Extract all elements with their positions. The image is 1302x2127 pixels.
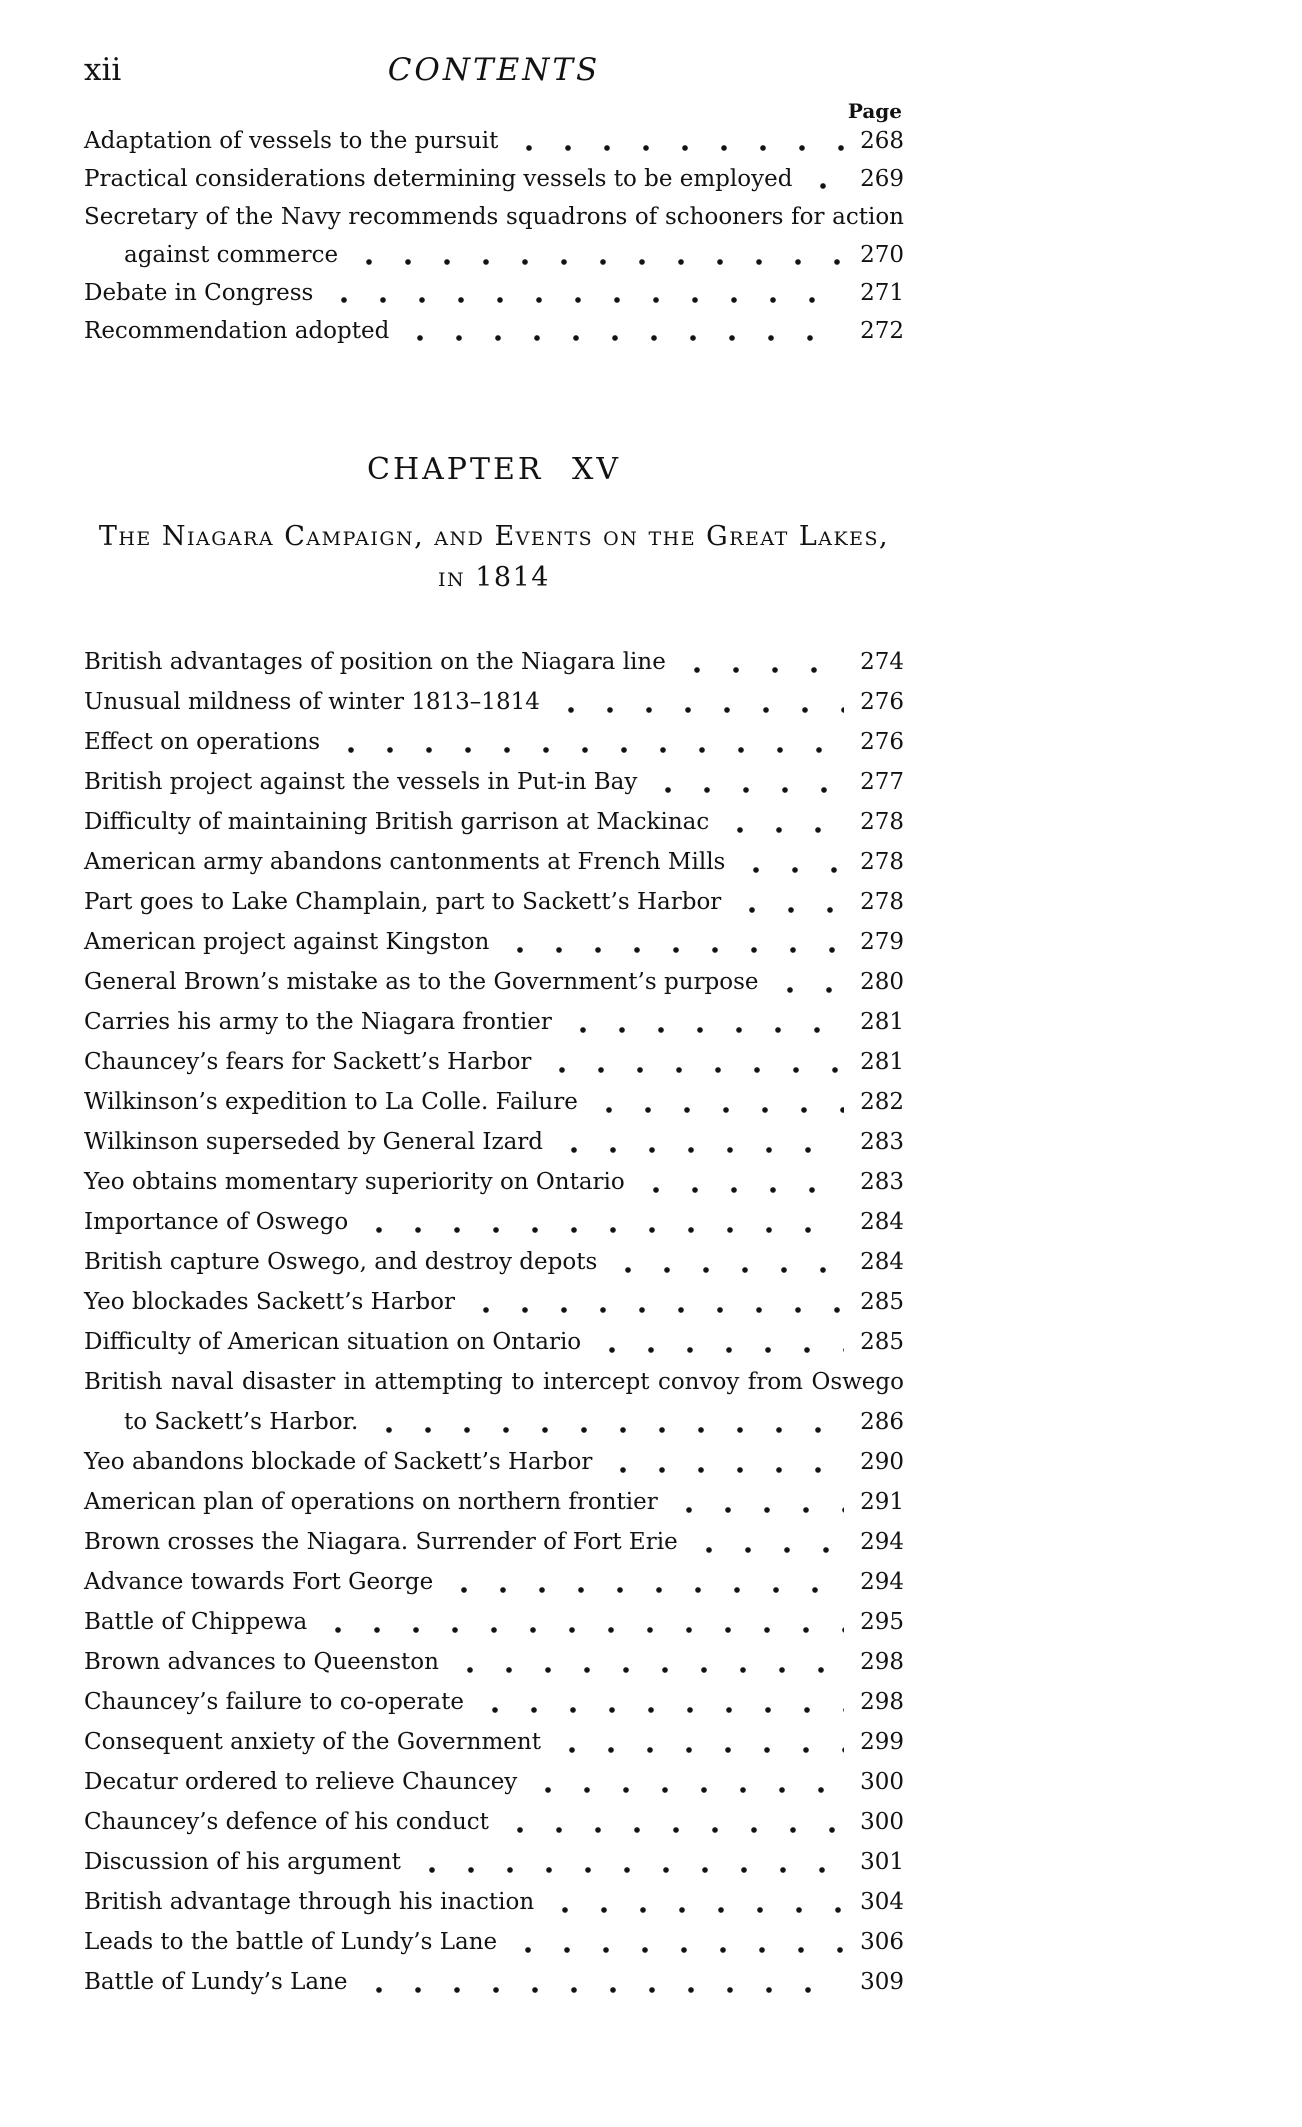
toc-entry-page: 298	[860, 1689, 904, 1715]
dot-leader	[501, 1802, 844, 1842]
dot-leader	[737, 842, 844, 882]
toc-entry-text: Leads to the battle of Lundy’s Lane	[84, 1929, 498, 1955]
toc-entry-text: Yeo abandons blockade of Sackett’s Harbor	[84, 1449, 593, 1475]
toc-entry-text: Consequent anxiety of the Government	[84, 1729, 541, 1755]
toc-entry-text: British capture Oswego, and destroy depots	[84, 1249, 598, 1275]
toc-entry-page: 300	[860, 1809, 904, 1835]
chapter-subtitle	[84, 516, 904, 598]
toc-entry	[84, 1922, 904, 1962]
toc-entry	[84, 1642, 904, 1682]
toc-entry-text: American project against Kingston	[84, 929, 490, 955]
toc-entry	[84, 1002, 904, 1042]
page-column-label: Page	[847, 99, 902, 123]
toc-entry-page: 299	[860, 1729, 904, 1755]
toc-entry-text: General Brown’s mistake as to the Government’s purpose	[84, 969, 759, 995]
dot-leader	[637, 1162, 844, 1202]
toc-entry-text: British project against the vessels in Put-in Bay	[84, 769, 638, 795]
toc-entry-page: 272	[860, 318, 904, 344]
toc-entry-text: Battle of Lundy’s Lane	[84, 1969, 348, 1995]
chapter-subtitle-line2: in 1814	[438, 562, 550, 593]
toc-entry-page: 294	[860, 1529, 904, 1555]
toc-entry-text: Yeo obtains momentary superiority on Ontario	[84, 1169, 625, 1195]
toc-entry-text: Effect on operations	[84, 729, 321, 755]
toc-entry-text: Importance of Oswego	[84, 1209, 349, 1235]
dot-leader	[529, 1762, 844, 1802]
toc-entry-page: 277	[860, 769, 904, 795]
page-header	[84, 52, 904, 96]
toc-entry-text: Unusual mildness of winter 1813–1814	[84, 689, 540, 715]
toc-entry-text: Yeo blockades Sackett’s Harbor	[84, 1289, 455, 1315]
text-column	[84, 52, 904, 2002]
dot-leader	[670, 1482, 844, 1522]
toc-entry-page: 286	[860, 1409, 904, 1435]
dot-leader	[593, 1322, 844, 1362]
dot-leader	[401, 312, 844, 350]
dot-leader	[451, 1642, 844, 1682]
toc-entry	[84, 1042, 904, 1082]
toc-entry	[84, 1122, 904, 1162]
dot-leader	[771, 962, 845, 1002]
dot-leader	[649, 762, 844, 802]
toc-entry-page: 281	[860, 1049, 904, 1075]
toc-entry-page: 300	[860, 1769, 904, 1795]
toc-entry-text: Decatur ordered to relieve Chauncey	[84, 1769, 518, 1795]
toc-entry	[84, 642, 904, 682]
toc-entry	[84, 882, 904, 922]
toc-entry	[84, 1162, 904, 1202]
toc-entry-text: Wilkinson superseded by General Izard	[84, 1129, 544, 1155]
dot-leader	[546, 1882, 844, 1922]
toc-entry	[84, 1402, 904, 1442]
toc-entry	[84, 1882, 904, 1922]
toc-entry-text: British advantage through his inaction	[84, 1889, 535, 1915]
dot-leader	[325, 274, 844, 312]
toc-list-top	[84, 122, 904, 350]
toc-entry-text: British advantages of position on the Niagara line	[84, 649, 666, 675]
chapter-subtitle-line1: The Niagara Campaign, and Events on the Great Lakes,	[98, 521, 890, 552]
toc-entry-page: 285	[860, 1289, 904, 1315]
toc-entry-text: Adaptation of vessels to the pursuit	[84, 128, 499, 154]
toc-entry	[84, 312, 904, 350]
toc-entry-page: 298	[860, 1649, 904, 1675]
toc-entry-page: 278	[860, 889, 904, 915]
dot-leader	[319, 1602, 844, 1642]
toc-entry-page: 283	[860, 1169, 904, 1195]
toc-entry-page: 276	[860, 689, 904, 715]
toc-entry-page: 304	[860, 1889, 904, 1915]
dot-leader	[445, 1562, 844, 1602]
dot-leader	[552, 682, 844, 722]
toc-entry	[84, 1762, 904, 1802]
toc-entry-page: 271	[860, 280, 904, 306]
toc-entry-text: Battle of Chippewa	[84, 1609, 308, 1635]
dot-leader	[332, 722, 844, 762]
dot-leader	[413, 1842, 844, 1882]
dot-leader	[476, 1682, 844, 1722]
dot-leader	[609, 1242, 844, 1282]
toc-entry	[84, 1202, 904, 1242]
toc-entry-text: British naval disaster in attempting to intercept convoy from Oswego	[84, 1369, 904, 1395]
toc-entry	[84, 274, 904, 312]
toc-entry-page: 279	[860, 929, 904, 955]
toc-entry-page: 301	[860, 1849, 904, 1875]
toc-entry	[84, 122, 904, 160]
toc-entry	[84, 762, 904, 802]
toc-entry	[84, 722, 904, 762]
toc-entry-page: 309	[860, 1969, 904, 1995]
toc-entry-text: Part goes to Lake Champlain, part to Sackett’s Harbor	[84, 889, 722, 915]
toc-entry-text: Difficulty of maintaining British garrison at Mackinac	[84, 809, 710, 835]
toc-entry-text: Debate in Congress	[84, 280, 314, 306]
toc-entry-text: American army abandons cantonments at French Mills	[84, 849, 726, 875]
toc-entry	[84, 962, 904, 1002]
toc-entry	[84, 198, 904, 236]
contents-title: CONTENTS	[387, 52, 601, 88]
toc-entry	[84, 1562, 904, 1602]
toc-entry-text: Practical considerations determining vessels to be employed	[84, 166, 793, 192]
toc-entry	[84, 1442, 904, 1482]
dot-leader	[509, 1922, 844, 1962]
toc-entry	[84, 1282, 904, 1322]
toc-entry	[84, 1242, 904, 1282]
toc-entry-page: 285	[860, 1329, 904, 1355]
dot-leader	[370, 1402, 844, 1442]
toc-entry	[84, 1362, 904, 1402]
toc-entry-page: 291	[860, 1489, 904, 1515]
dot-leader	[360, 1962, 844, 2002]
toc-entry-text: Secretary of the Navy recommends squadrons of schooners for action	[84, 204, 904, 230]
dot-leader	[510, 122, 844, 160]
toc-entry-page: 295	[860, 1609, 904, 1635]
toc-entry	[84, 1322, 904, 1362]
toc-entry-page: 276	[860, 729, 904, 755]
dot-leader	[721, 802, 844, 842]
toc-entry-text: Discussion of his argument	[84, 1849, 401, 1875]
toc-entry	[84, 842, 904, 882]
toc-entry	[84, 1602, 904, 1642]
toc-entry-page: 278	[860, 849, 904, 875]
toc-entry-page: 290	[860, 1449, 904, 1475]
toc-entry-text: Chauncey’s failure to co-operate	[84, 1689, 464, 1715]
toc-entry-page: 282	[860, 1089, 904, 1115]
toc-entry-page: 269	[860, 166, 904, 192]
toc-entry	[84, 1962, 904, 2002]
toc-entry-text: Brown advances to Queenston	[84, 1649, 439, 1675]
toc-entry-text: against commerce	[124, 242, 339, 268]
toc-entry-page: 268	[860, 128, 904, 154]
dot-leader	[804, 160, 844, 198]
toc-entry-text: American plan of operations on northern frontier	[84, 1489, 658, 1515]
toc-entry-text: Wilkinson’s expedition to La Colle. Failure	[84, 1089, 578, 1115]
toc-entry-page: 274	[860, 649, 904, 675]
toc-entry-text: to Sackett’s Harbor.	[124, 1409, 359, 1435]
toc-entry	[84, 682, 904, 722]
toc-entry	[84, 1682, 904, 1722]
dot-leader	[543, 1042, 844, 1082]
toc-list-chapter	[84, 642, 904, 2002]
toc-entry-page: 281	[860, 1009, 904, 1035]
chapter-heading: CHAPTER XV	[366, 452, 622, 487]
toc-entry-page: 283	[860, 1129, 904, 1155]
dot-leader	[555, 1122, 844, 1162]
dot-leader	[590, 1082, 844, 1122]
toc-entry-page: 270	[860, 242, 904, 268]
dot-leader	[690, 1522, 844, 1562]
dot-leader	[467, 1282, 844, 1322]
toc-entry	[84, 1482, 904, 1522]
toc-entry-page: 294	[860, 1569, 904, 1595]
toc-entry	[84, 236, 904, 274]
dot-leader	[678, 642, 844, 682]
toc-entry-page: 306	[860, 1929, 904, 1955]
toc-entry	[84, 1842, 904, 1882]
toc-entry	[84, 1522, 904, 1562]
toc-entry	[84, 802, 904, 842]
toc-entry	[84, 1802, 904, 1842]
toc-entry-page: 280	[860, 969, 904, 995]
dot-leader	[501, 922, 844, 962]
toc-entry-text: Chauncey’s defence of his conduct	[84, 1809, 489, 1835]
dot-leader	[553, 1722, 844, 1762]
toc-entry-text: Difficulty of American situation on Ontario	[84, 1329, 582, 1355]
dot-leader	[604, 1442, 844, 1482]
toc-entry-text: Advance towards Fort George	[84, 1569, 434, 1595]
toc-entry	[84, 922, 904, 962]
dot-leader	[360, 1202, 844, 1242]
dot-leader	[733, 882, 844, 922]
toc-entry-page: 278	[860, 809, 904, 835]
dot-leader	[350, 236, 844, 274]
toc-entry	[84, 1082, 904, 1122]
toc-entry-text: Carries his army to the Niagara frontier	[84, 1009, 552, 1035]
toc-entry-page: 284	[860, 1249, 904, 1275]
toc-entry	[84, 160, 904, 198]
folio-page-number: xii	[84, 52, 122, 88]
toc-entry-page: 284	[860, 1209, 904, 1235]
toc-entry	[84, 1722, 904, 1762]
toc-entry-text: Recommendation adopted	[84, 318, 390, 344]
toc-entry-text: Brown crosses the Niagara. Surrender of Fort Erie	[84, 1529, 678, 1555]
toc-entry-text: Chauncey’s fears for Sackett’s Harbor	[84, 1049, 532, 1075]
dot-leader	[564, 1002, 844, 1042]
